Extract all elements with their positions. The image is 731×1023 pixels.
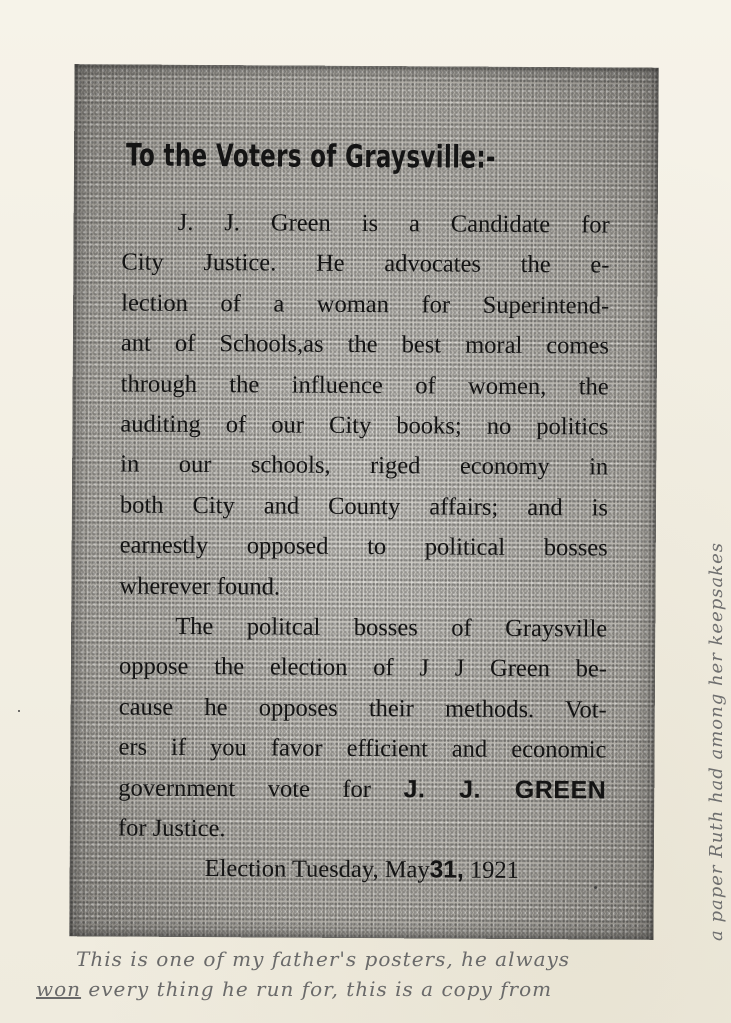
poster-line: The politcal bosses of Graysville: [175, 612, 608, 643]
poster-line: oppose the election of J J Green be-: [118, 652, 608, 683]
caption-line-1: This is one of my father's posters, he always: [76, 947, 571, 971]
ink-speck: [18, 710, 20, 712]
poster-line: cause he opposes their methods. Vot-: [118, 693, 607, 724]
caption-line-2-rest: every thing he run for, this is a copy from: [81, 977, 553, 1001]
office-line: for Justice.: [117, 814, 226, 843]
election-line: [118, 849, 606, 892]
poster-line: ers if you favor efficient and economic: [118, 733, 607, 764]
handwritten-side-note: a paper Ruth had among her keepsakes: [706, 541, 727, 941]
poster-line: earnestly opposed to political bosses: [119, 531, 608, 562]
poster-line: ant of Schools,as the best moral comes: [120, 329, 610, 360]
ink-speck: [594, 886, 597, 889]
poster-line: J. J. Green is a Candidate for: [177, 208, 610, 239]
poster-line: lection of a woman for Superintend-: [121, 289, 610, 320]
election-day: 31,: [429, 856, 464, 884]
poster-body: [118, 203, 610, 893]
candidate-name: J. J. GREEN: [403, 775, 607, 805]
caption-line-2: [36, 974, 570, 1004]
poster-title: To the Voters of Graysville:-: [126, 137, 496, 176]
poster-line: auditing of our City books; no politics: [120, 410, 609, 441]
vote-line: [118, 768, 606, 811]
caption-won: won: [36, 977, 82, 1001]
election-prefix: Election Tuesday, May: [204, 855, 430, 884]
poster-line: through the influence of women, the: [120, 370, 609, 401]
handwritten-caption: [36, 944, 570, 1004]
poster-line: wherever found.: [119, 572, 281, 601]
vote-line-text: government vote for: [118, 774, 372, 804]
poster-line: both City and County affairs; and is: [119, 491, 609, 522]
election-year: 1921: [469, 856, 519, 885]
poster-line: in our schools, riged economy in: [120, 450, 609, 481]
poster-line: City Justice. He advocates the e-: [121, 248, 610, 279]
campaign-poster: [69, 64, 658, 940]
